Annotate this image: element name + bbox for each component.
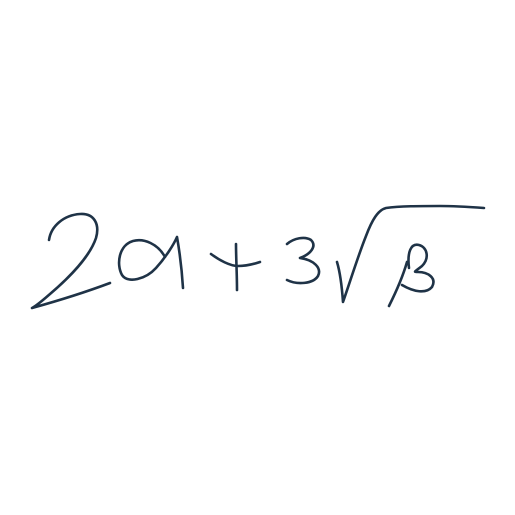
- plus-vertical-stroke: [236, 244, 237, 290]
- alpha-stroke: [119, 237, 183, 288]
- square-root-stroke: [337, 206, 484, 302]
- digit-two-stroke: [32, 214, 110, 308]
- digit-three-stroke: [287, 238, 319, 283]
- beta-stroke: [389, 245, 433, 306]
